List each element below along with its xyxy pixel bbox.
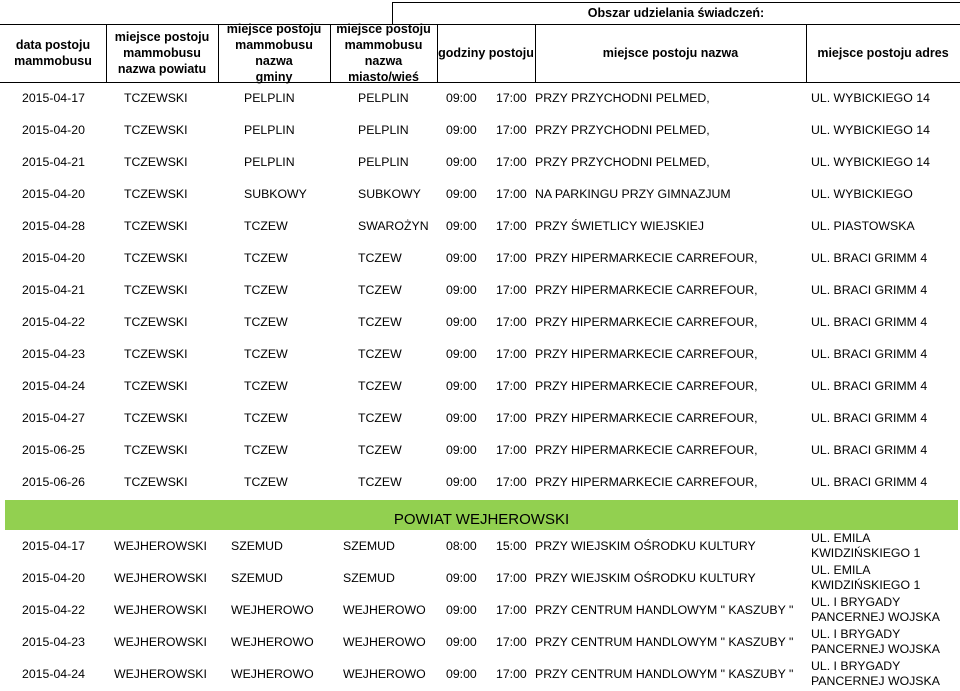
cell-date: 2015-04-20: [22, 571, 85, 585]
cell-powiat: WEJHEROWSKI: [114, 667, 207, 681]
cell-adres: UL. PIASTOWSKA: [811, 219, 915, 233]
cell-nazwa: PRZY PRZYCHODNI PELMED,: [535, 91, 710, 105]
cell-date: 2015-04-22: [22, 603, 85, 617]
cell-adres: UL. BRACI GRIMM 4: [811, 443, 928, 457]
cell-adres: UL. BRACI GRIMM 4: [811, 347, 928, 361]
cell-adres: UL. BRACI GRIMM 4: [811, 411, 928, 425]
table-row: [0, 466, 960, 498]
cell-adres: UL. EMILA KWIDZIŃSKIEGO 1: [811, 563, 921, 592]
header-text: nazwa miasto/wieś: [348, 54, 419, 84]
table-row: [0, 306, 960, 338]
cell-od: 09:00: [446, 315, 477, 329]
cell-miasto: PELPLIN: [358, 91, 409, 105]
header-text: gminy: [255, 70, 293, 84]
table-row: [0, 114, 960, 146]
cell-do: 17:00: [496, 219, 527, 233]
cell-powiat: WEJHEROWSKI: [114, 635, 207, 649]
cell-miasto: SUBKOWY: [358, 187, 421, 201]
header-text: miejsce postoju: [114, 30, 210, 44]
cell-adres: UL. WYBICKIEGO: [811, 187, 913, 201]
cell-miasto: TCZEW: [358, 347, 402, 361]
table-row: [0, 210, 960, 242]
cell-gmina: TCZEW: [244, 219, 288, 233]
cell-miasto: TCZEW: [358, 251, 402, 265]
cell-od: 09:00: [446, 251, 477, 265]
header-text: miejsce postoju: [336, 22, 431, 36]
cell-od: 09:00: [446, 603, 477, 617]
table-row: [0, 274, 960, 306]
header-col-godziny: godziny postoju: [438, 46, 534, 60]
cell-adres: UL. WYBICKIEGO 14: [811, 155, 930, 169]
cell-nazwa: PRZY HIPERMARKECIE CARREFOUR,: [535, 411, 758, 425]
cell-nazwa: PRZY HIPERMARKECIE CARREFOUR,: [535, 347, 758, 361]
table-row: [0, 626, 960, 658]
cell-date: 2015-04-24: [22, 379, 85, 393]
cell-do: 17:00: [496, 91, 527, 105]
cell-gmina: TCZEW: [244, 251, 288, 265]
cell-gmina: SZEMUD: [231, 539, 283, 553]
cell-od: 09:00: [446, 219, 477, 233]
cell-nazwa: PRZY CENTRUM HANDLOWYM " KASZUBY ": [535, 603, 794, 617]
cell-adres: UL. WYBICKIEGO 14: [811, 91, 930, 105]
cell-gmina: WEJHEROWO: [231, 667, 314, 681]
cell-do: 17:00: [496, 603, 527, 617]
cell-adres: UL. BRACI GRIMM 4: [811, 379, 928, 393]
cell-od: 09:00: [446, 411, 477, 425]
header-text: data postoju: [15, 38, 91, 52]
cell-do: 15:00: [496, 539, 527, 553]
cell-adres: UL. BRACI GRIMM 4: [811, 283, 928, 297]
cell-do: 17:00: [496, 635, 527, 649]
cell-powiat: TCZEWSKI: [124, 443, 188, 457]
cell-date: 2015-04-23: [22, 347, 85, 361]
cell-date: 2015-04-17: [22, 539, 85, 553]
cell-miasto: TCZEW: [358, 411, 402, 425]
cell-gmina: WEJHEROWO: [231, 635, 314, 649]
header-col-adres: miejsce postoju adres: [817, 46, 949, 60]
header-text: miejsce postoju: [226, 22, 322, 36]
cell-od: 08:00: [446, 539, 477, 553]
cell-miasto: TCZEW: [358, 379, 402, 393]
cell-adres: UL. EMILA KWIDZIŃSKIEGO 1: [811, 531, 921, 560]
cell-date: 2015-04-22: [22, 315, 85, 329]
table-row: [0, 434, 960, 466]
cell-gmina: PELPLIN: [244, 123, 295, 137]
table-row: [0, 530, 960, 562]
cell-adres: UL. I BRYGADY PANCERNEJ WOJSKA: [811, 595, 940, 624]
cell-gmina: SUBKOWY: [244, 187, 307, 201]
cell-nazwa: PRZY CENTRUM HANDLOWYM " KASZUBY ": [535, 667, 794, 681]
cell-od: 09:00: [446, 667, 477, 681]
cell-date: 2015-04-24: [22, 667, 85, 681]
cell-adres: UL. BRACI GRIMM 4: [811, 315, 928, 329]
cell-powiat: TCZEWSKI: [124, 347, 188, 361]
cell-date: 2015-04-27: [22, 411, 85, 425]
table-row: [0, 402, 960, 434]
header-col-date: [0, 24, 106, 82]
cell-nazwa: NA PARKINGU PRZY GIMNAZJUM: [535, 187, 731, 201]
cell-powiat: TCZEWSKI: [124, 411, 188, 425]
table-row: [0, 242, 960, 274]
cell-gmina: SZEMUD: [231, 571, 283, 585]
table-row: [0, 178, 960, 210]
cell-adres: UL. BRACI GRIMM 4: [811, 475, 928, 489]
header-text: nazwa powiatu: [117, 62, 207, 76]
cell-powiat: TCZEWSKI: [124, 283, 188, 297]
cell-nazwa: PRZY HIPERMARKECIE CARREFOUR,: [535, 443, 758, 457]
cell-gmina: TCZEW: [244, 283, 288, 297]
cell-do: 17:00: [496, 411, 527, 425]
header-col-miasto: [330, 24, 437, 82]
cell-nazwa: PRZY HIPERMARKECIE CARREFOUR,: [535, 379, 758, 393]
cell-date: 2015-04-21: [22, 283, 85, 297]
cell-od: 09:00: [446, 475, 477, 489]
header-text: mammobusu nazwa: [235, 38, 313, 68]
cell-od: 09:00: [446, 155, 477, 169]
cell-do: 17:00: [496, 667, 527, 681]
cell-powiat: TCZEWSKI: [124, 187, 188, 201]
cell-powiat: TCZEWSKI: [124, 91, 188, 105]
cell-powiat: TCZEWSKI: [124, 123, 188, 137]
cell-do: 17:00: [496, 443, 527, 457]
table-row: [0, 82, 960, 114]
section-banner: [5, 500, 958, 530]
table-row: [0, 146, 960, 178]
cell-gmina: TCZEW: [244, 347, 288, 361]
cell-gmina: TCZEW: [244, 411, 288, 425]
table-row: [0, 562, 960, 594]
cell-powiat: TCZEWSKI: [124, 475, 188, 489]
cell-gmina: PELPLIN: [244, 91, 295, 105]
cell-nazwa: PRZY PRZYCHODNI PELMED,: [535, 123, 710, 137]
cell-date: 2015-04-17: [22, 91, 85, 105]
cell-date: 2015-04-20: [22, 187, 85, 201]
cell-nazwa: PRZY HIPERMARKECIE CARREFOUR,: [535, 283, 758, 297]
cell-miasto: SWAROŻYN: [358, 219, 429, 233]
cell-od: 09:00: [446, 283, 477, 297]
header-title: Obszar udzielania świadczeń:: [587, 6, 765, 20]
cell-powiat: TCZEWSKI: [124, 251, 188, 265]
cell-date: 2015-04-28: [22, 219, 85, 233]
cell-powiat: TCZEWSKI: [124, 155, 188, 169]
cell-miasto: WEJHEROWO: [343, 667, 426, 681]
table-row: [0, 370, 960, 402]
cell-miasto: SZEMUD: [343, 571, 395, 585]
cell-nazwa: PRZY CENTRUM HANDLOWYM " KASZUBY ": [535, 635, 794, 649]
header-text: mammobusu: [14, 54, 92, 68]
cell-powiat: TCZEWSKI: [124, 379, 188, 393]
cell-powiat: TCZEWSKI: [124, 315, 188, 329]
cell-od: 09:00: [446, 379, 477, 393]
cell-do: 17:00: [496, 187, 527, 201]
cell-nazwa: PRZY ŚWIETLICY WIEJSKIEJ: [535, 219, 705, 233]
cell-gmina: TCZEW: [244, 443, 288, 457]
cell-od: 09:00: [446, 187, 477, 201]
cell-do: 17:00: [496, 379, 527, 393]
cell-miasto: TCZEW: [358, 283, 402, 297]
cell-od: 09:00: [446, 571, 477, 585]
cell-gmina: PELPLIN: [244, 155, 295, 169]
cell-adres: UL. I BRYGADY PANCERNEJ WOJSKA: [811, 627, 940, 656]
cell-nazwa: PRZY HIPERMARKECIE CARREFOUR,: [535, 315, 758, 329]
cell-powiat: TCZEWSKI: [124, 219, 188, 233]
cell-miasto: TCZEW: [358, 475, 402, 489]
cell-powiat: WEJHEROWSKI: [114, 571, 207, 585]
cell-miasto: WEJHEROWO: [343, 603, 426, 617]
cell-miasto: SZEMUD: [343, 539, 395, 553]
cell-od: 09:00: [446, 123, 477, 137]
cell-od: 09:00: [446, 443, 477, 457]
cell-od: 09:00: [446, 91, 477, 105]
section-banner-label: POWIAT WEJHEROWSKI: [393, 511, 570, 528]
cell-do: 17:00: [496, 251, 527, 265]
cell-do: 17:00: [496, 571, 527, 585]
cell-nazwa: PRZY WIEJSKIM OŚRODKU KULTURY: [535, 539, 756, 553]
cell-do: 17:00: [496, 347, 527, 361]
cell-date: 2015-04-20: [22, 251, 85, 265]
header-col-nazwa: miejsce postoju nazwa: [602, 46, 739, 60]
cell-date: 2015-06-26: [22, 475, 85, 489]
table-row: [0, 658, 960, 690]
cell-miasto: PELPLIN: [358, 123, 409, 137]
header-text: mammobusu: [344, 38, 423, 52]
cell-nazwa: PRZY HIPERMARKECIE CARREFOUR,: [535, 251, 758, 265]
cell-adres: UL. WYBICKIEGO 14: [811, 123, 930, 137]
cell-date: 2015-04-21: [22, 155, 85, 169]
cell-miasto: PELPLIN: [358, 155, 409, 169]
cell-date: 2015-06-25: [22, 443, 85, 457]
cell-gmina: TCZEW: [244, 379, 288, 393]
table-row: [0, 594, 960, 626]
header-col-gmina: [218, 24, 330, 82]
cell-adres: UL. I BRYGADY PANCERNEJ WOJSKA: [811, 659, 940, 688]
cell-gmina: WEJHEROWO: [231, 603, 314, 617]
cell-date: 2015-04-23: [22, 635, 85, 649]
cell-powiat: WEJHEROWSKI: [114, 539, 207, 553]
cell-powiat: WEJHEROWSKI: [114, 603, 207, 617]
cell-do: 17:00: [496, 315, 527, 329]
cell-do: 17:00: [496, 123, 527, 137]
cell-od: 09:00: [446, 635, 477, 649]
table-row: [0, 338, 960, 370]
cell-od: 09:00: [446, 347, 477, 361]
cell-miasto: TCZEW: [358, 315, 402, 329]
cell-nazwa: PRZY HIPERMARKECIE CARREFOUR,: [535, 475, 758, 489]
cell-adres: UL. BRACI GRIMM 4: [811, 251, 928, 265]
header-col-powiat: [106, 24, 218, 82]
cell-date: 2015-04-20: [22, 123, 85, 137]
cell-do: 17:00: [496, 475, 527, 489]
cell-gmina: TCZEW: [244, 315, 288, 329]
cell-miasto: WEJHEROWO: [343, 635, 426, 649]
header-text: mammobusu: [123, 46, 201, 60]
cell-gmina: TCZEW: [244, 475, 288, 489]
cell-do: 17:00: [496, 155, 527, 169]
cell-nazwa: PRZY PRZYCHODNI PELMED,: [535, 155, 710, 169]
cell-nazwa: PRZY WIEJSKIM OŚRODKU KULTURY: [535, 571, 756, 585]
cell-do: 17:00: [496, 283, 527, 297]
cell-miasto: TCZEW: [358, 443, 402, 457]
